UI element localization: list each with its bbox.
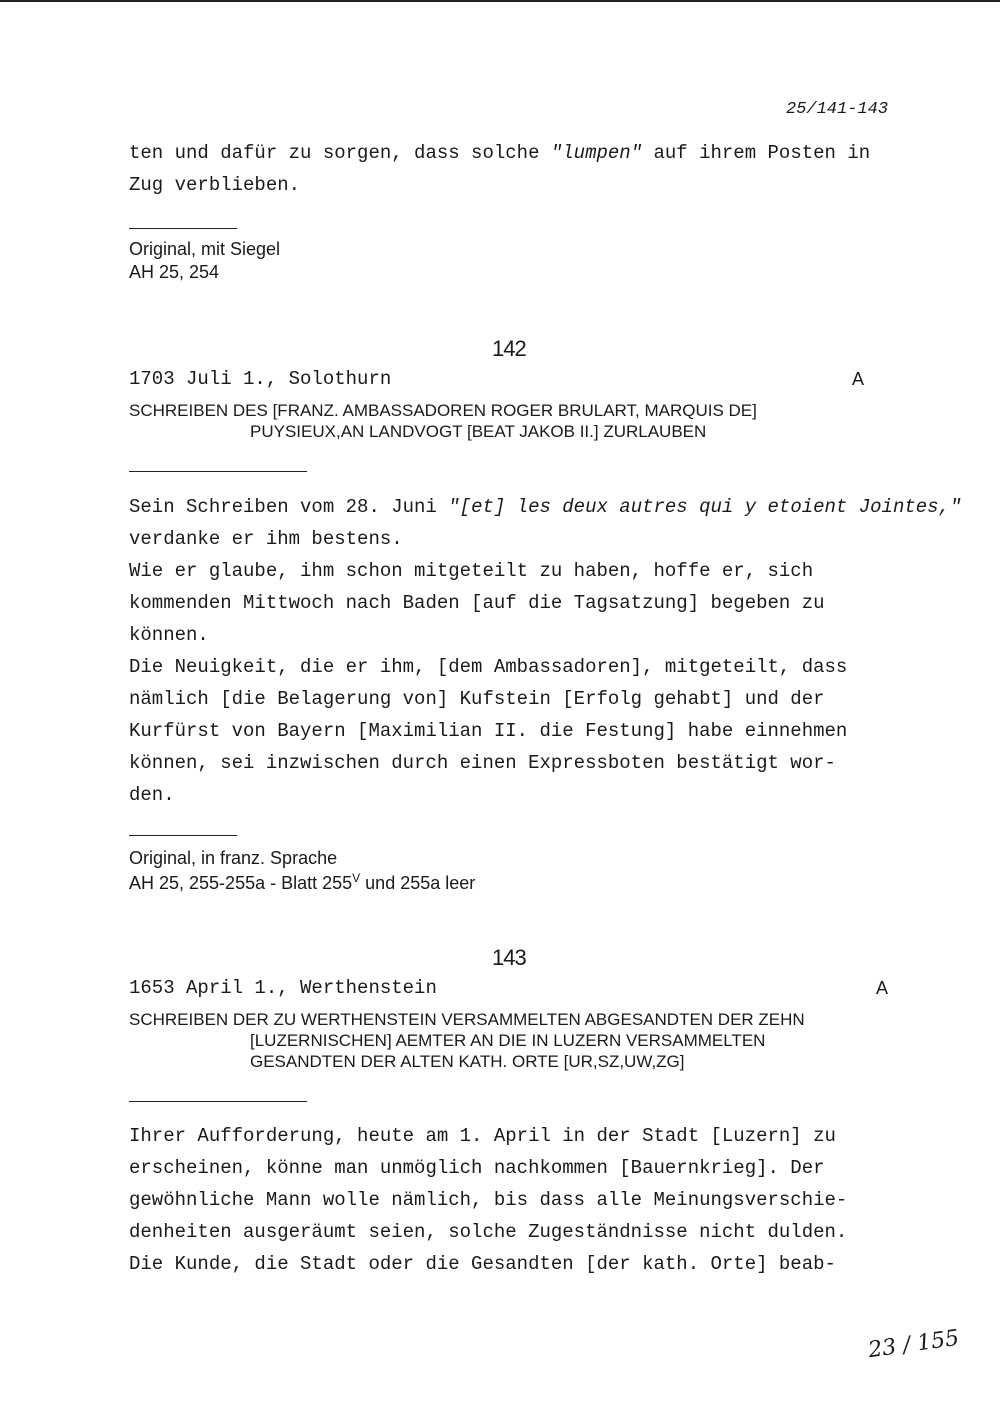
document-heading-line-1: SCHREIBEN DES [FRANZ. AMBASSADOREN ROGER BRULART, MARQUIS DE]: [129, 401, 757, 420]
document-heading-line-1: SCHREIBEN DER ZU WERTHENSTEIN VERSAMMELTEN ABGESANDTEN DER ZEHN: [129, 1010, 805, 1029]
body-line: Wie er glaube, ihm schon mitgeteilt zu haben, hoffe er, sich: [129, 560, 814, 582]
body-line: denheiten ausgeräumt seien, solche Zugeständnisse nicht dulden.: [129, 1221, 848, 1243]
source-line-1: Original, mit Siegel: [129, 239, 281, 259]
document-heading-line-2: [LUZERNISCHEN] AEMTER AN DIE IN LUZERN VERSAMMELTEN: [250, 1031, 766, 1050]
heading-divider: [129, 1101, 307, 1102]
quoted-french: "[et] les deux autres qui y etoient Jointes,": [448, 496, 962, 518]
source-divider: [129, 228, 237, 229]
document-heading-line-2: PUYSIEUX,AN LANDVOGT [BEAT JAKOB II.] ZURLAUBEN: [250, 422, 707, 441]
source-line-2: [129, 871, 475, 894]
grade-letter: A: [876, 978, 889, 998]
date-place: 1653 April 1., Werthenstein: [129, 977, 437, 999]
source-text: und 255a leer: [360, 873, 476, 893]
scan-top-edge: [0, 0, 1000, 2]
body-line: erscheinen, könne man unmöglich nachkommen [Bauernkrieg]. Der: [129, 1157, 825, 1179]
continuation-line-2: Zug verblieben.: [129, 174, 301, 196]
body-line: den.: [129, 784, 175, 806]
document-number: 142: [492, 336, 526, 361]
body-line: Ihrer Aufforderung, heute am 1. April in der Stadt [Luzern] zu: [129, 1125, 836, 1147]
body-line: Kurfürst von Bayern [Maximilian II. die Festung] habe einnehmen: [129, 720, 848, 742]
source-text: AH 25, 255-255a - Blatt 255: [129, 873, 353, 893]
verso-mark: V: [352, 871, 361, 885]
document-number: 143: [492, 945, 526, 970]
source-line-2: AH 25, 254: [129, 262, 220, 282]
date-place: 1703 Juli 1., Solothurn: [129, 368, 392, 390]
body-line: Die Kunde, die Stadt oder die Gesandten [der kath. Orte] beab-: [129, 1253, 836, 1275]
body-line: können.: [129, 624, 209, 646]
source-line-1: Original, in franz. Sprache: [129, 848, 338, 868]
quoted-word: "lumpen": [550, 142, 643, 164]
body-line: können, sei inzwischen durch einen Expressboten bestätigt wor-: [129, 752, 836, 774]
continuation-text: auf ihrem Posten in: [642, 142, 871, 164]
heading-divider: [129, 471, 307, 472]
body-line: [129, 496, 961, 518]
handwritten-folio-number: 23 / 155: [866, 1325, 961, 1364]
body-line: nämlich [die Belagerung von] Kufstein [Erfolg gehabt] und der: [129, 688, 825, 710]
document-heading-line-3: GESANDTEN DER ALTEN KATH. ORTE [UR,SZ,UW,ZG]: [250, 1052, 685, 1071]
page-reference: 25/141-143: [786, 100, 889, 119]
body-line: Die Neuigkeit, die er ihm, [dem Ambassadoren], mitgeteilt, dass: [129, 656, 848, 678]
continuation-text: ten und dafür zu sorgen, dass solche: [129, 142, 551, 164]
body-line: kommenden Mittwoch nach Baden [auf die Tagsatzung] begeben zu: [129, 592, 825, 614]
source-divider: [129, 835, 237, 836]
body-line: verdanke er ihm bestens.: [129, 528, 403, 550]
grade-letter: A: [852, 369, 865, 389]
body-text: Sein Schreiben vom 28. Juni: [129, 496, 449, 518]
body-line: gewöhnliche Mann wolle nämlich, bis dass alle Meinungsverschie-: [129, 1189, 848, 1211]
continuation-line-1: [129, 142, 870, 164]
